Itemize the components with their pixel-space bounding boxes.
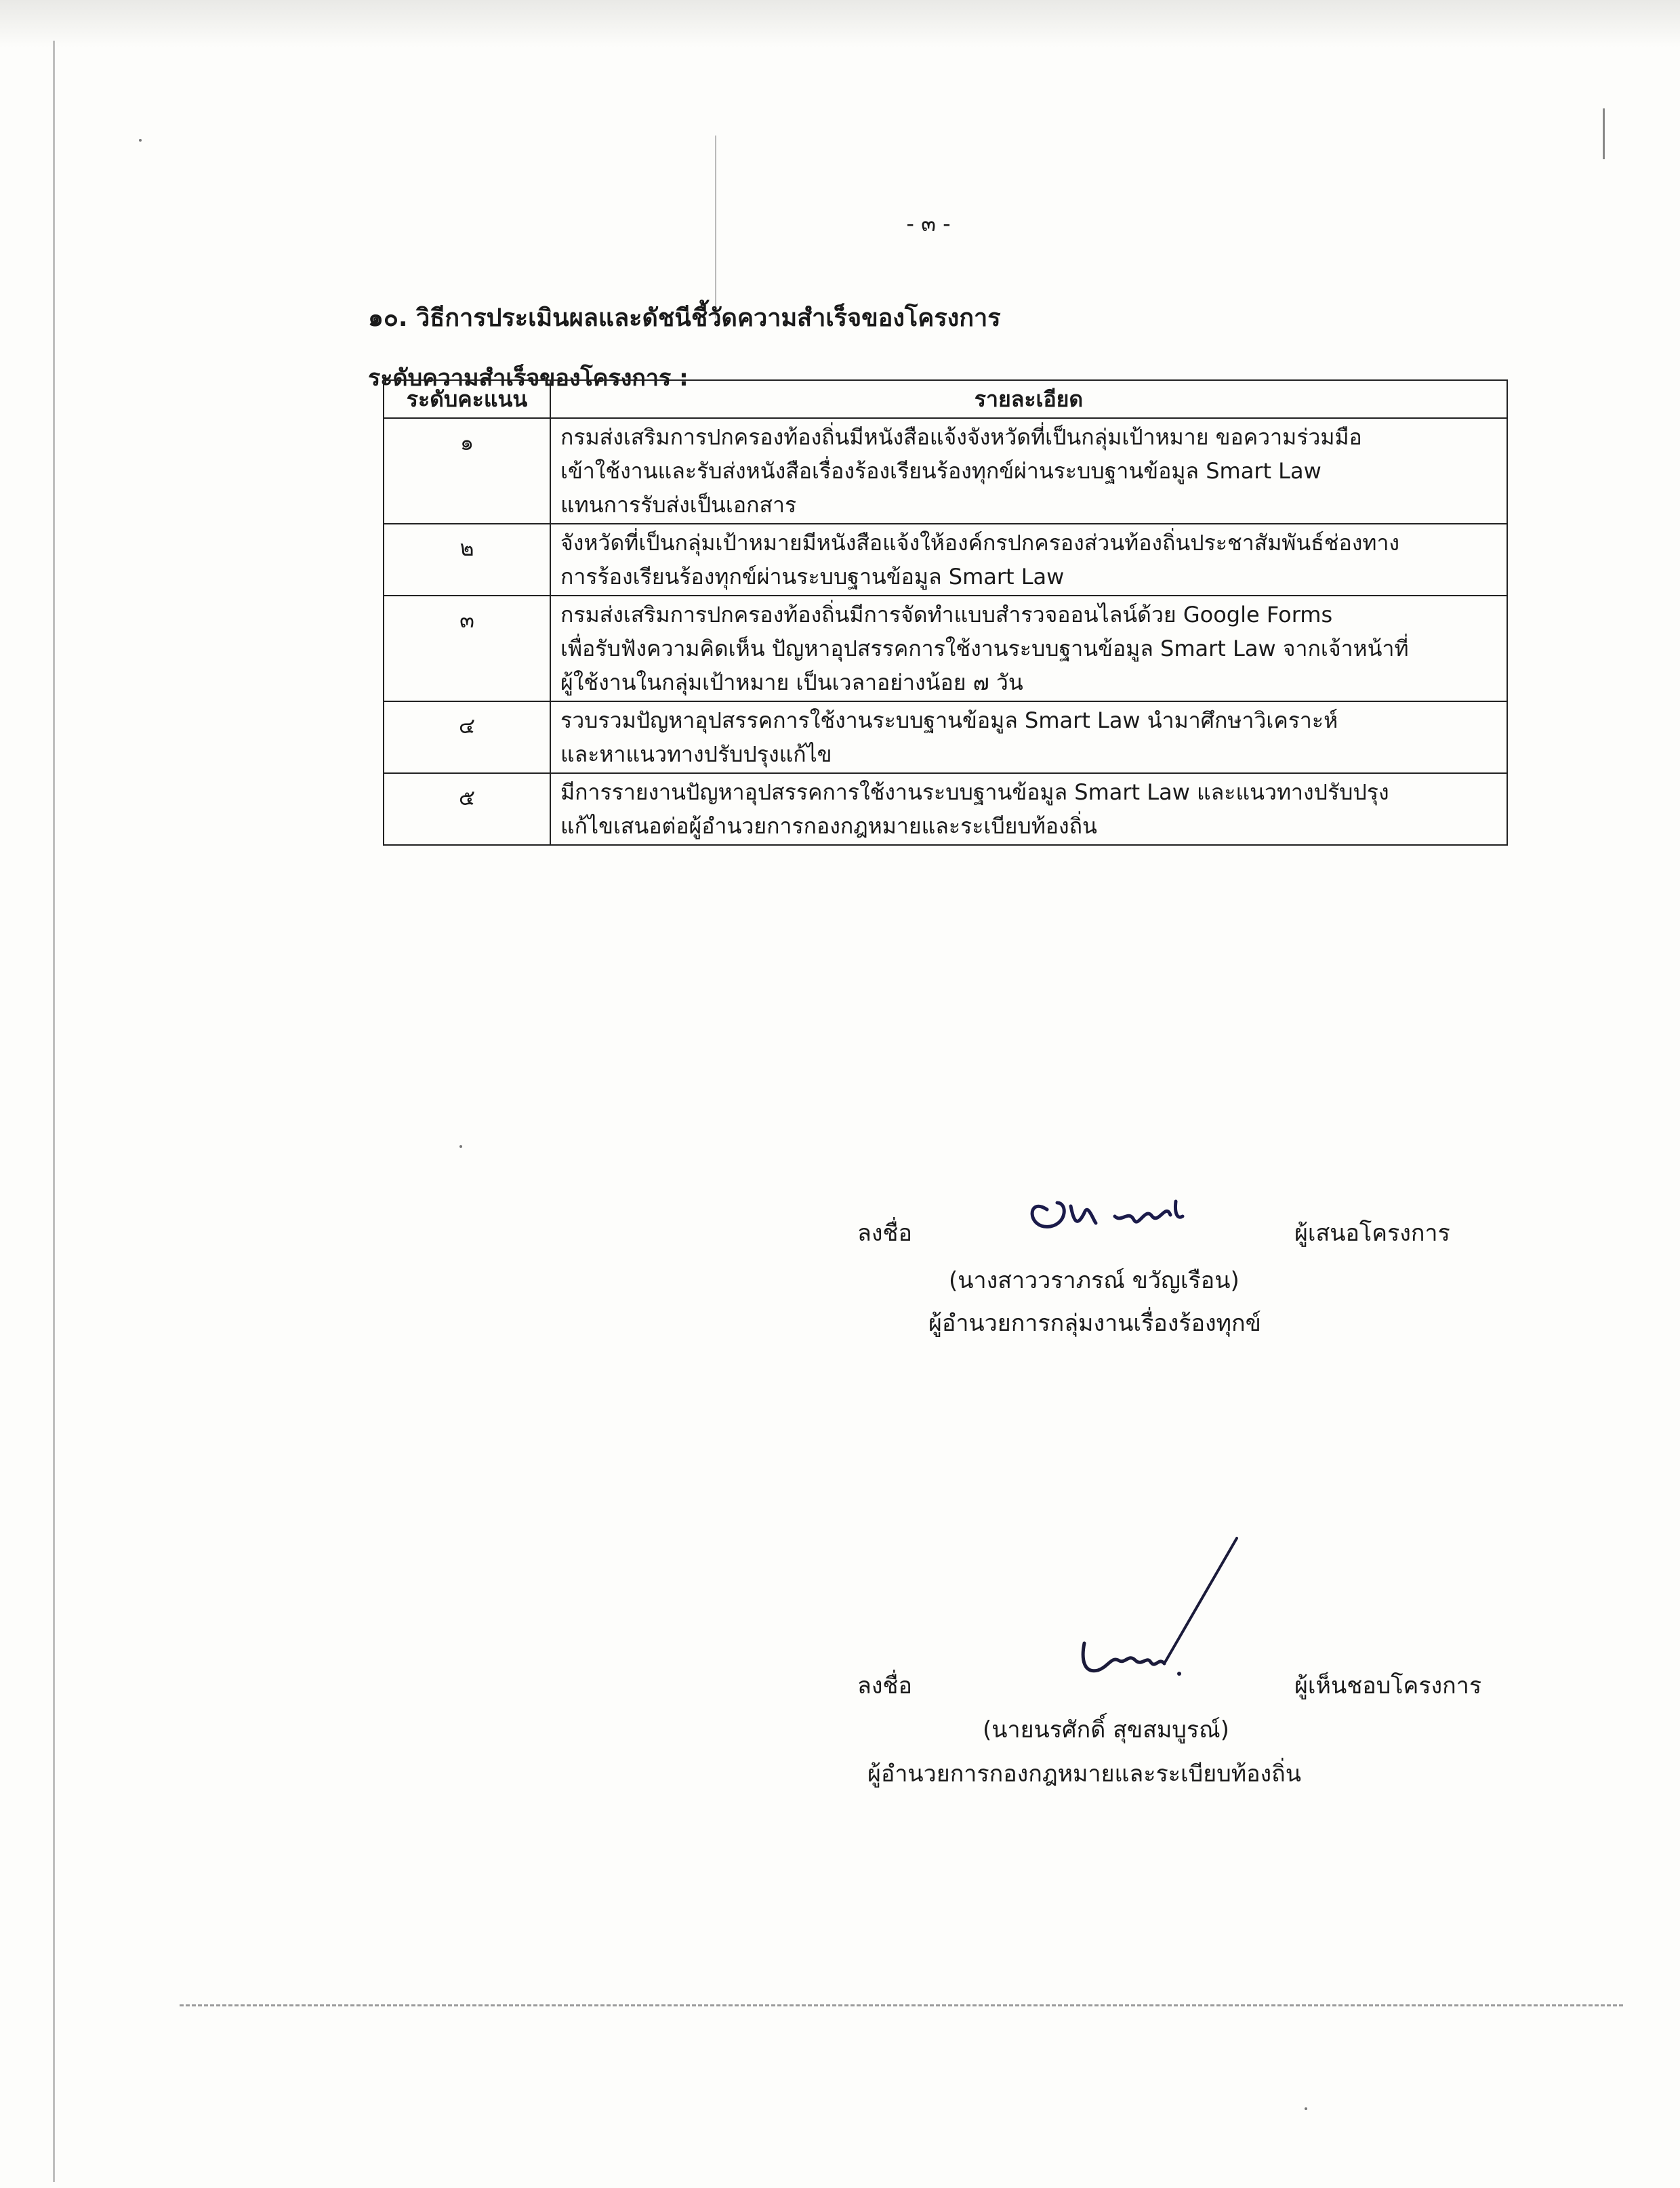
detail-line: กรมส่งเสริมการปกครองท้องถิ่นมีหนังสือแจ้งจังหวัดที่เป็นกลุ่มเป้าหมาย ขอความร่วมมือ [560,424,1362,450]
section-heading: ๑๐. วิธีการประเมินผลและดัชนีชี้วัดความสำเร็จของโครงการ [368,304,1001,332]
sign-label: ลงชื่อ [857,1672,912,1699]
signer-position: ผู้อำนวยการกองกฎหมายและระเบียบท้องถิ่น [867,1760,1301,1788]
detail-line: กรมส่งเสริมการปกครองท้องถิ่นมีการจัดทำแบบสำรวจออนไลน์ด้วย Google Forms [560,602,1333,627]
signer-name: (นายนรศักดิ์ สุขสมบูรณ์) [983,1716,1229,1743]
score-cell: ๓ [384,596,550,701]
detail-cell [550,524,1507,596]
role-label: ผู้เสนอโครงการ [1294,1220,1450,1247]
detail-line: เพื่อรับฟังความคิดเห็น ปัญหาอุปสรรคการใช้งานระบบฐานข้อมูล Smart Law จากเจ้าหน้าที่ [560,636,1409,661]
scan-mark [1603,108,1605,159]
scan-speck [459,1145,462,1148]
score-cell: ๔ [384,701,550,773]
detail-line: ผู้ใช้งานในกลุ่มเป้าหมาย เป็นเวลาอย่างน้อย ๗ วัน [560,669,1023,695]
score-cell: ๕ [384,773,550,845]
table-row [384,524,1507,596]
detail-line: รวบรวมปัญหาอุปสรรคการใช้งานระบบฐานข้อมูล Smart Law นำมาศึกษาวิเคราะห์ [560,707,1338,733]
detail-cell [550,418,1507,524]
table-caption: ระดับความสำเร็จของโครงการ : [368,365,689,392]
table-header-row [384,380,1507,418]
scan-speck [139,139,142,142]
detail-line: เข้าใช้งานและรับส่งหนังสือเรื่องร้องเรียนร้องทุกข์ผ่านระบบฐานข้อมูล Smart Law [560,458,1322,484]
success-level-table [383,379,1508,846]
table-row [384,773,1507,845]
header-detail: รายละเอียด [550,380,1507,418]
detail-cell [550,596,1507,701]
fold-mark [715,136,716,318]
detail-line: แทนการรับส่งเป็นเอกสาร [560,492,797,518]
detail-line: การร้องเรียนร้องทุกข์ผ่านระบบฐานข้อมูล Smart Law [560,564,1065,590]
table-row [384,701,1507,773]
detail-cell [550,701,1507,773]
divider [180,2004,1623,2006]
scan-speck [1305,2107,1307,2110]
score-cell: ๒ [384,524,550,596]
table-row [384,418,1507,524]
table-row [384,596,1507,701]
handwritten-signature [1020,1182,1210,1243]
header-score: ระดับคะแนน [384,380,550,418]
detail-cell [550,773,1507,845]
detail-line: แก้ไขเสนอต่อผู้อำนวยการกองกฎหมายและระเบียบท้องถิ่น [560,813,1097,839]
scan-edge-line [53,41,55,2182]
page-number: - ๓ - [906,211,951,236]
scan-shadow [0,0,1680,47]
signer-name: (นางสาววราภรณ์ ขวัญเรือน) [949,1267,1239,1294]
role-label: ผู้เห็นชอบโครงการ [1294,1672,1482,1699]
score-cell: ๑ [384,418,550,524]
detail-line: มีการรายงานปัญหาอุปสรรคการใช้งานระบบฐานข้อมูล Smart Law และแนวทางปรับปรุง [560,779,1389,805]
signer-position: ผู้อำนวยการกลุ่มงานเรื่องร้องทุกข์ [928,1310,1261,1337]
detail-line: และหาแนวทางปรับปรุงแก้ไข [560,741,832,767]
detail-line: จังหวัดที่เป็นกลุ่มเป้าหมายมีหนังสือแจ้งให้องค์กรปกครองส่วนท้องถิ่นประชาสัมพันธ์ช่องทาง [560,530,1400,556]
sign-label: ลงชื่อ [857,1220,912,1247]
handwritten-signature [1071,1535,1247,1687]
